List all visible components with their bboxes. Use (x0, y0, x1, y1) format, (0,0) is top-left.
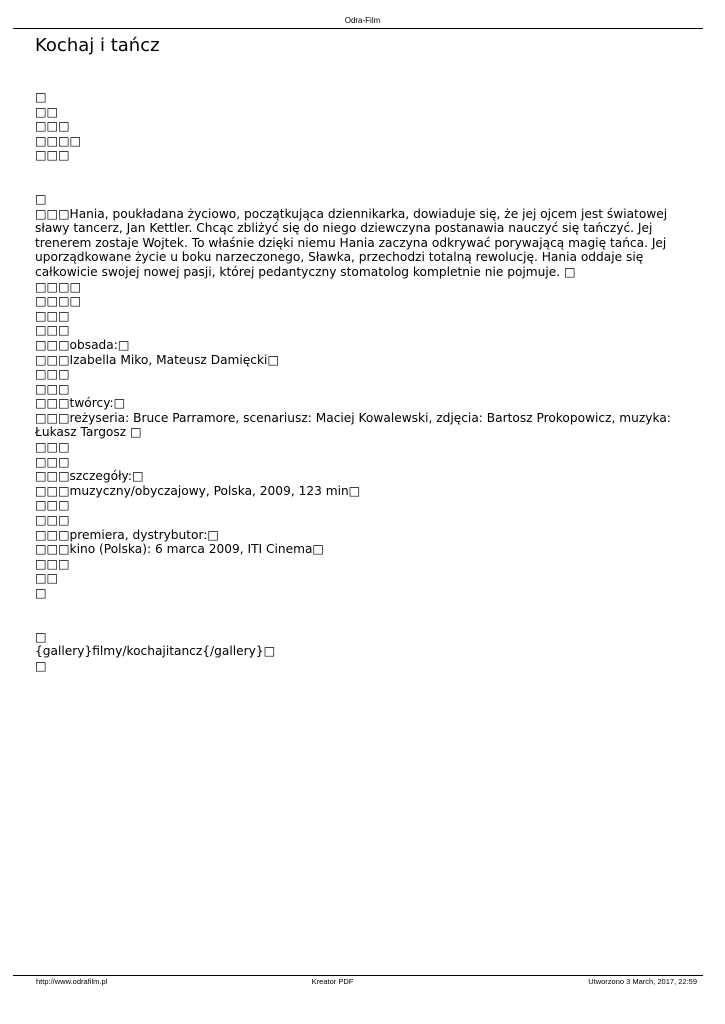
footer-url: http://www.odrafilm.pl (36, 977, 108, 986)
box-line: □□□ (35, 308, 70, 323)
box-line: □□□ (35, 454, 70, 469)
box-line: □□□□ (35, 294, 82, 309)
box-line: □ (35, 629, 47, 644)
box-line: □□□□ (35, 133, 82, 148)
box-line: □□□□ (35, 279, 82, 294)
box-line: □□□ (35, 381, 70, 396)
box-line: □□□ (35, 367, 70, 382)
box-line: □□□ (35, 323, 70, 338)
box-line: □□□ (35, 513, 70, 528)
box-line: □ (35, 658, 47, 673)
page-title: Kochaj i tańcz (35, 35, 160, 56)
box-line: □□ (35, 104, 59, 119)
box-line: □□ (35, 571, 59, 586)
spacer (35, 163, 687, 192)
box-line: □□□ (35, 498, 70, 513)
box-line: □ (35, 586, 47, 600)
box-line: □□□ (35, 556, 70, 571)
footer-created-date: Utworzono 3 March, 2017, 22:59 (588, 977, 697, 986)
box-line: □ (35, 90, 47, 104)
header-divider (13, 28, 703, 29)
details-value: □□□muzyczny/obyczajowy, Polska, 2009, 123 min□ (35, 483, 361, 498)
article-body (35, 90, 687, 673)
footer-generator: Kreator PDF (311, 977, 354, 986)
box-line: □□□ (35, 119, 70, 134)
cast-label: □□□obsada:□ (35, 337, 130, 352)
crew-value: □□□reżyseria: Bruce Parramore, scenariusz: Maciej Kowalewski, zdjęcia: Bartosz Prokopowicz, muzyka: Łukasz Targosz □ (35, 410, 671, 440)
box-line: □□□ (35, 148, 70, 163)
box-line: □□□ (35, 440, 70, 455)
premiere-label: □□□premiera, dystrybutor:□ (35, 527, 219, 542)
page-header-site: Odra-Film (344, 16, 381, 25)
premiere-value: □□□kino (Polska): 6 marca 2009, ITI Cinema□ (35, 542, 324, 557)
crew-label: □□□twórcy:□ (35, 396, 126, 411)
details-label: □□□szczegóły:□ (35, 469, 144, 484)
spacer (35, 601, 687, 630)
synopsis-paragraph: □□□Hania, poukładana życiowo, początkująca dziennikarka, dowiaduje się, że jej ojcem jest światowej sławy tancerz, Jan Kettler. Chcąc zbliżyć się do niego dziewczyna postanawia nauczyć się tańczyć. Jej trenerem zostaje Wojtek. To właśnie dzięki niemu Hania zaczyna odkrywać porywającą magię tańca. Jej uporządkowane życie u boku narzeczonego, Sławka, przechodzi totalną rewolucję. Hania oddaje się całkowicie swojej nowej pasji, której pedantyczny stomatolog kompletnie nie pojmuje. □ (35, 206, 668, 279)
footer-divider (13, 975, 703, 976)
cast-value: □□□Izabella Miko, Mateusz Damięcki□ (35, 352, 279, 367)
gallery-tag: {gallery}filmy/kochajitancz{/gallery}□ (35, 644, 276, 659)
box-line: □ (35, 191, 47, 206)
